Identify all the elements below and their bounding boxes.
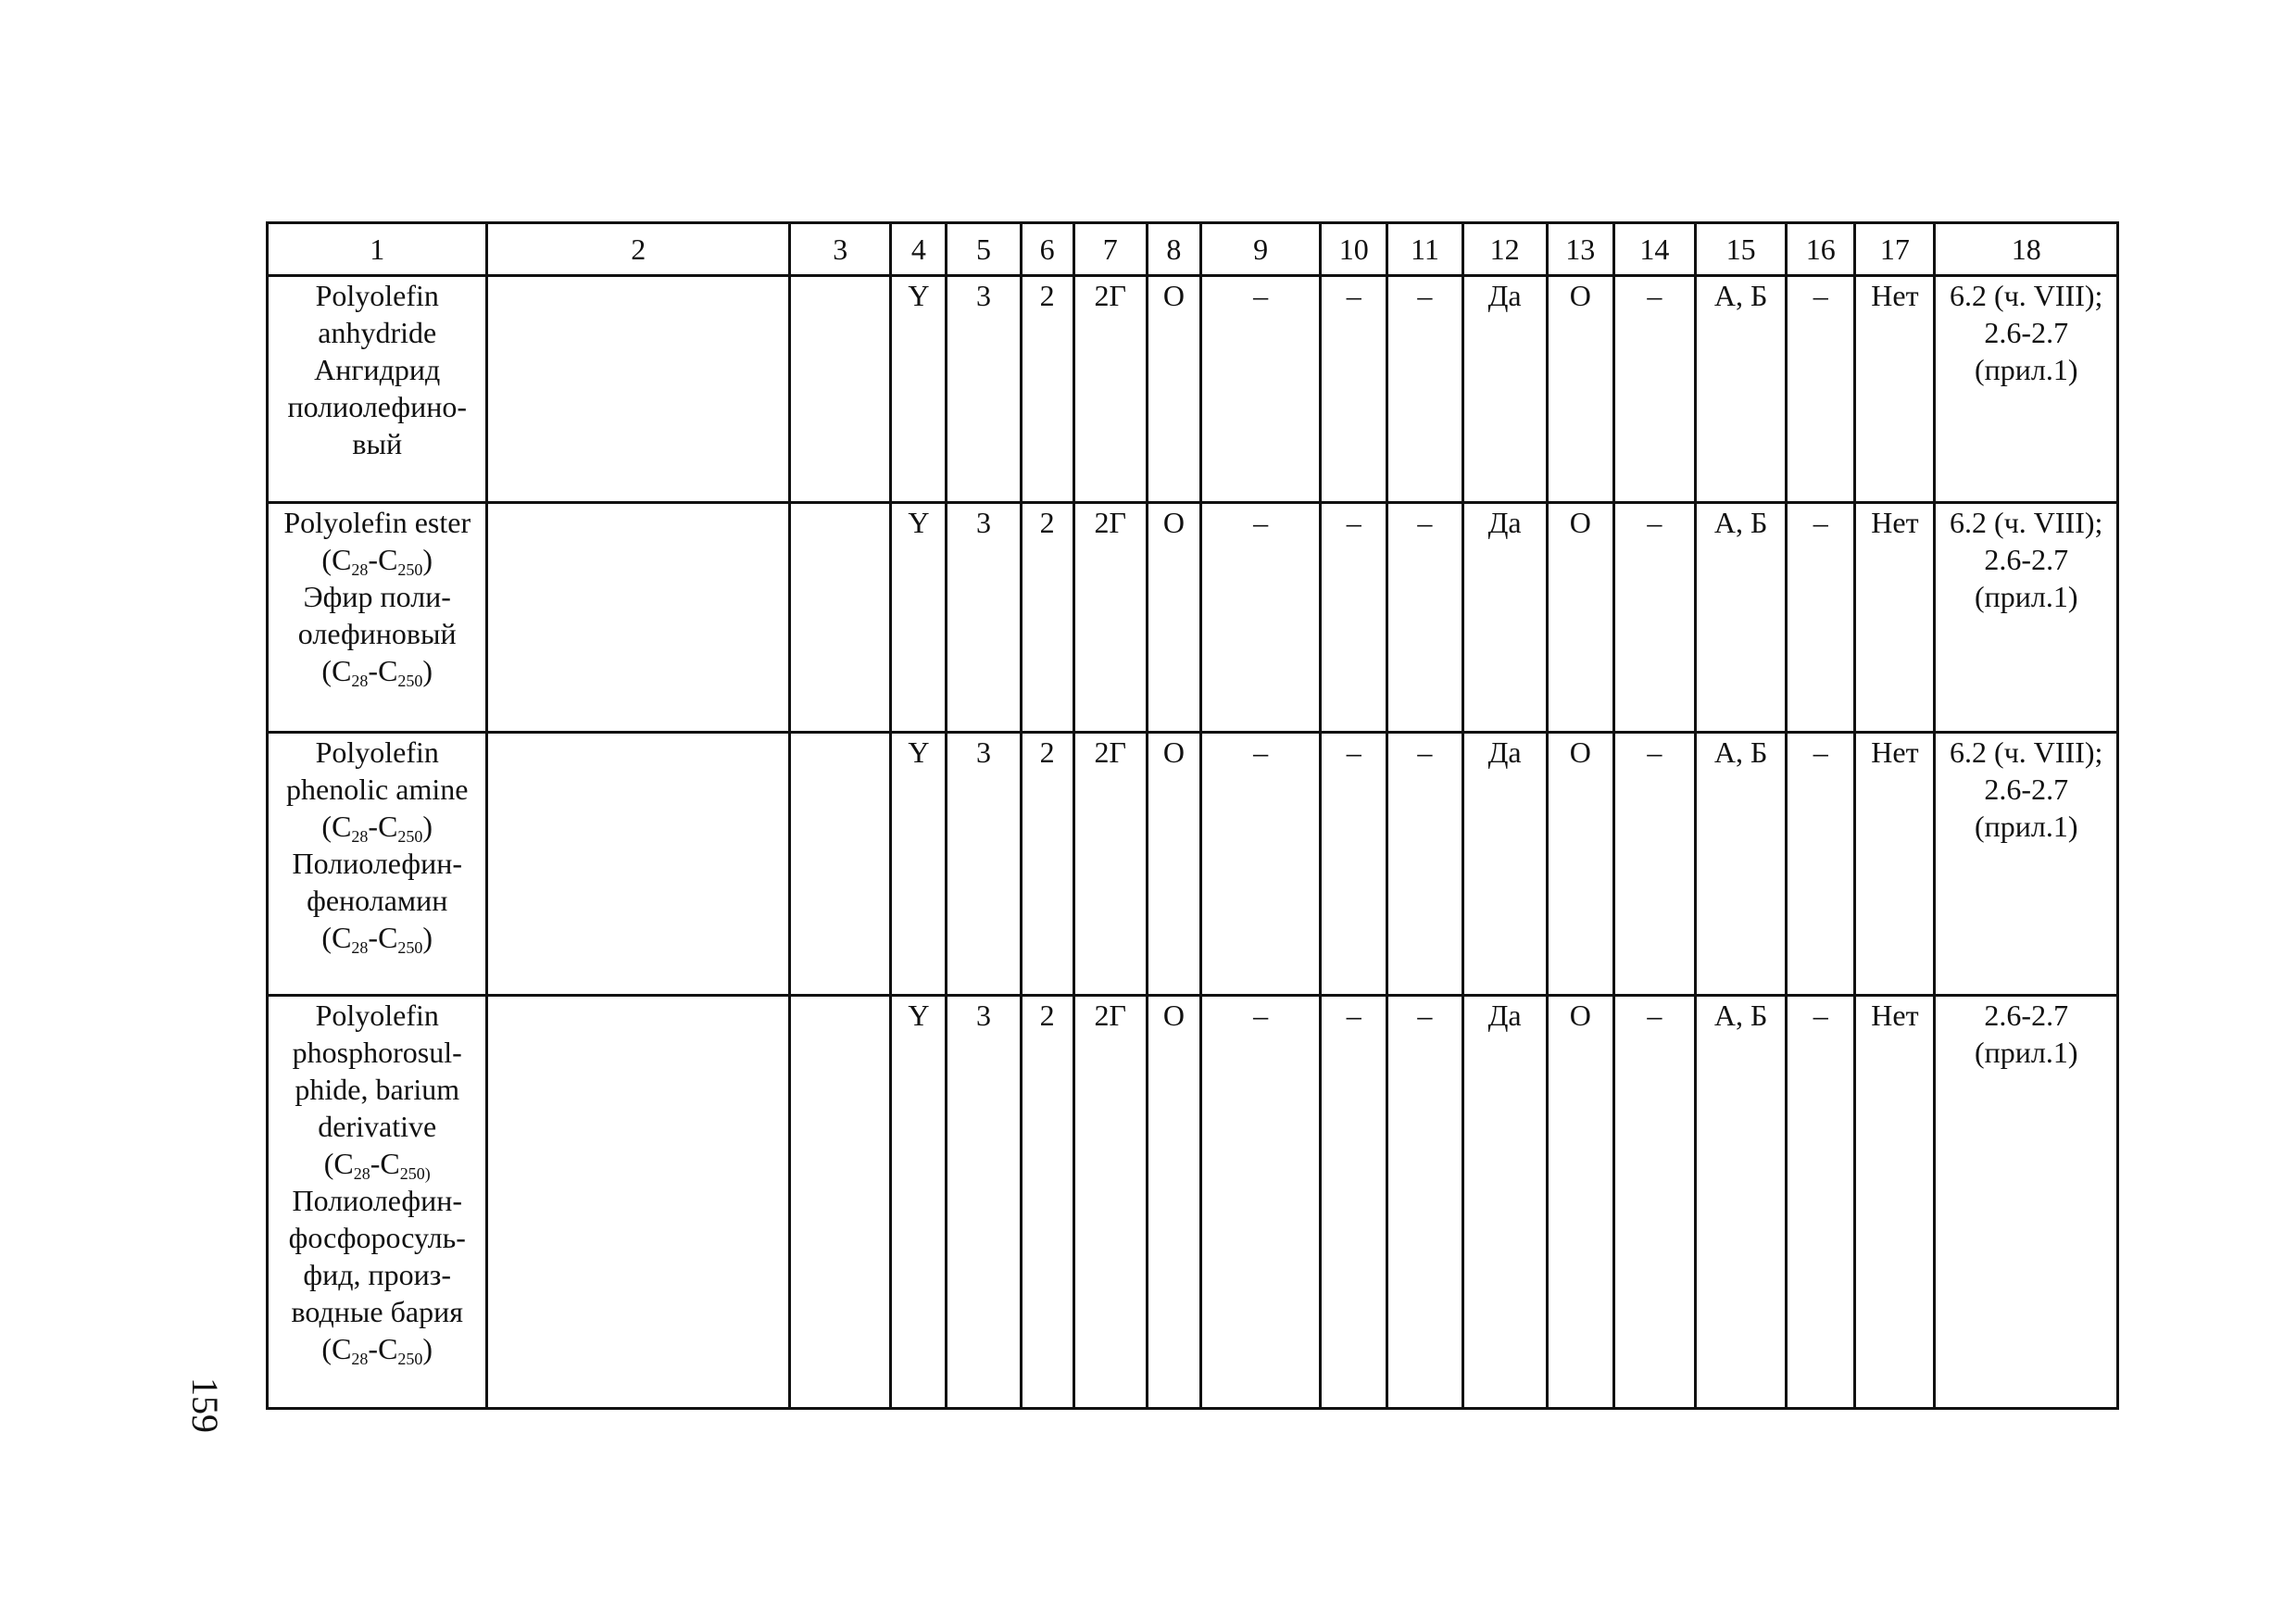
formula-subscript: 250 [397, 827, 423, 846]
name-english: Polyolefin ester [283, 506, 471, 539]
reference-line: 2.6-2.7 [1984, 316, 2069, 349]
column-header-6: 6 [1021, 223, 1073, 276]
formula-subscript: 28 [353, 1164, 370, 1183]
formula-text: -C [368, 810, 398, 843]
formula-text: -C [368, 1332, 398, 1365]
column-header-11: 11 [1387, 223, 1462, 276]
reference-line: (прил.1) [1974, 353, 2078, 386]
cell-col-11: – [1387, 503, 1462, 733]
cell-col-6: 2 [1021, 503, 1073, 733]
name-russian: Полиолефин-фосфоросуль-фид, произ-водные бария [288, 1184, 466, 1328]
cell-col-5: 3 [947, 276, 1021, 503]
name-english: Polyolefin anhydride [315, 279, 439, 349]
formula-text: (C [321, 810, 352, 843]
cell-col-17: Нет [1855, 996, 1935, 1409]
cell-col-2 [487, 996, 790, 1409]
formula-text: ) [422, 1332, 433, 1365]
cell-col-8: О [1147, 276, 1200, 503]
formula [269, 808, 485, 845]
cell-col-7: 2Г [1073, 733, 1147, 996]
cell-col-2 [487, 276, 790, 503]
reference-line: 2.6-2.7 [1984, 543, 2069, 576]
cell-col-17: Нет [1855, 503, 1935, 733]
cell-col-13: О [1547, 276, 1613, 503]
reference-line: 6.2 (ч. VIII); [1950, 735, 2103, 769]
column-header-18: 18 [1935, 223, 2118, 276]
cell-col-9: – [1200, 503, 1320, 733]
cell-col-7: 2Г [1073, 276, 1147, 503]
header-row [268, 223, 2118, 276]
reference-line: 6.2 (ч. VIII); [1950, 279, 2103, 312]
cell-col-7: 2Г [1073, 503, 1147, 733]
name-english: Polyolefin phenolic amine [286, 735, 469, 806]
formula [269, 652, 485, 689]
cargo-name-cell [268, 733, 487, 996]
formula-text: (C [321, 654, 352, 687]
formula [269, 1145, 485, 1182]
cell-col-14: – [1613, 733, 1695, 996]
cell-col-4: Y [891, 996, 947, 1409]
cell-col-17: Нет [1855, 276, 1935, 503]
cell-col-11: – [1387, 733, 1462, 996]
column-header-9: 9 [1200, 223, 1320, 276]
cell-col-3 [790, 276, 891, 503]
cell-col-4: Y [891, 733, 947, 996]
cell-col-8: О [1147, 503, 1200, 733]
formula-text: ) [422, 543, 433, 576]
cell-col-15: А, Б [1695, 276, 1786, 503]
cell-col-13: О [1547, 996, 1613, 1409]
cell-col-16: – [1787, 733, 1855, 996]
cell-col-9: – [1200, 996, 1320, 1409]
reference-line: (прил.1) [1974, 1036, 2078, 1069]
cell-col-14: – [1613, 996, 1695, 1409]
cell-col-4: Y [891, 503, 947, 733]
formula [269, 919, 485, 956]
formula-text: -C [368, 543, 398, 576]
cell-col-16: – [1787, 503, 1855, 733]
column-header-15: 15 [1695, 223, 1786, 276]
cell-col-10: – [1321, 996, 1387, 1409]
cell-col-18-references [1935, 276, 2118, 503]
cell-col-15: А, Б [1695, 996, 1786, 1409]
name-russian: Эфир поли-олефиновый [297, 580, 457, 650]
formula-text: -C [368, 654, 398, 687]
cell-col-7: 2Г [1073, 996, 1147, 1409]
cargo-name-cell [268, 503, 487, 733]
name-russian: Ангидрид полиолефино-вый [287, 353, 468, 460]
formula-text: (C [321, 1332, 352, 1365]
cell-col-3 [790, 996, 891, 1409]
cell-col-8: О [1147, 996, 1200, 1409]
cell-col-6: 2 [1021, 733, 1073, 996]
cell-col-12: Да [1462, 733, 1547, 996]
column-header-14: 14 [1613, 223, 1695, 276]
formula-subscript: 250) [399, 1164, 431, 1183]
cell-col-6: 2 [1021, 996, 1073, 1409]
cell-col-16: – [1787, 276, 1855, 503]
formula-text: (C [321, 921, 352, 954]
table-row [268, 996, 2118, 1409]
cell-col-12: Да [1462, 996, 1547, 1409]
formula [269, 1330, 485, 1367]
formula-subscript: 28 [351, 938, 369, 957]
formula-subscript: 28 [351, 560, 369, 579]
cell-col-11: – [1387, 996, 1462, 1409]
cell-col-13: О [1547, 733, 1613, 996]
formula-subscript: 250 [397, 938, 423, 957]
cell-col-5: 3 [947, 996, 1021, 1409]
cell-col-9: – [1200, 733, 1320, 996]
table-row [268, 503, 2118, 733]
column-header-12: 12 [1462, 223, 1547, 276]
formula-text: ) [422, 921, 433, 954]
cell-col-13: О [1547, 503, 1613, 733]
cell-col-12: Да [1462, 276, 1547, 503]
column-header-5: 5 [947, 223, 1021, 276]
cell-col-16: – [1787, 996, 1855, 1409]
table-row [268, 276, 2118, 503]
cell-col-14: – [1613, 503, 1695, 733]
cell-col-18-references [1935, 733, 2118, 996]
column-header-16: 16 [1787, 223, 1855, 276]
cell-col-15: А, Б [1695, 503, 1786, 733]
cargo-table [266, 221, 2119, 1410]
cell-col-10: – [1321, 503, 1387, 733]
column-header-17: 17 [1855, 223, 1935, 276]
cell-col-11: – [1387, 276, 1462, 503]
cell-col-18-references [1935, 996, 2118, 1409]
cell-col-14: – [1613, 276, 1695, 503]
formula-text: ) [422, 654, 433, 687]
cell-col-10: – [1321, 733, 1387, 996]
cell-col-4: Y [891, 276, 947, 503]
cell-col-9: – [1200, 276, 1320, 503]
cell-col-18-references [1935, 503, 2118, 733]
cell-col-15: А, Б [1695, 733, 1786, 996]
cell-col-5: 3 [947, 503, 1021, 733]
formula-text: (C [323, 1147, 354, 1180]
reference-line: 2.6-2.7 [1984, 999, 2069, 1032]
formula-subscript: 28 [351, 672, 369, 690]
formula-subscript: 28 [351, 827, 369, 846]
table-header [268, 223, 2118, 276]
formula-text: (C [321, 543, 352, 576]
reference-line: 2.6-2.7 [1984, 773, 2069, 806]
formula-text: ) [422, 810, 433, 843]
formula-subscript: 250 [397, 1350, 423, 1368]
cargo-name-cell [268, 276, 487, 503]
column-header-2: 2 [487, 223, 790, 276]
page-number: 159 [184, 1377, 226, 1433]
formula-text: -C [370, 1147, 400, 1180]
column-header-8: 8 [1147, 223, 1200, 276]
formula-subscript: 250 [397, 560, 423, 579]
column-header-1: 1 [268, 223, 487, 276]
column-header-10: 10 [1321, 223, 1387, 276]
column-header-13: 13 [1547, 223, 1613, 276]
reference-line: (прил.1) [1974, 580, 2078, 613]
formula-subscript: 250 [397, 672, 423, 690]
cell-col-3 [790, 503, 891, 733]
table-row [268, 733, 2118, 996]
formula [269, 541, 485, 578]
cell-col-3 [790, 733, 891, 996]
table-body [268, 276, 2118, 1409]
reference-line: (прил.1) [1974, 810, 2078, 843]
cell-col-17: Нет [1855, 733, 1935, 996]
column-header-3: 3 [790, 223, 891, 276]
cell-col-12: Да [1462, 503, 1547, 733]
column-header-7: 7 [1073, 223, 1147, 276]
cell-col-10: – [1321, 276, 1387, 503]
cell-col-5: 3 [947, 733, 1021, 996]
column-header-4: 4 [891, 223, 947, 276]
cargo-name-cell [268, 996, 487, 1409]
reference-line: 6.2 (ч. VIII); [1950, 506, 2103, 539]
cell-col-2 [487, 503, 790, 733]
cell-col-6: 2 [1021, 276, 1073, 503]
formula-text: -C [368, 921, 398, 954]
cell-col-2 [487, 733, 790, 996]
name-english: Polyolefin phosphorosul-phide, barium derivative [292, 999, 462, 1143]
cell-col-8: О [1147, 733, 1200, 996]
formula-subscript: 28 [351, 1350, 369, 1368]
name-russian: Полиолефин-феноламин [292, 847, 463, 917]
